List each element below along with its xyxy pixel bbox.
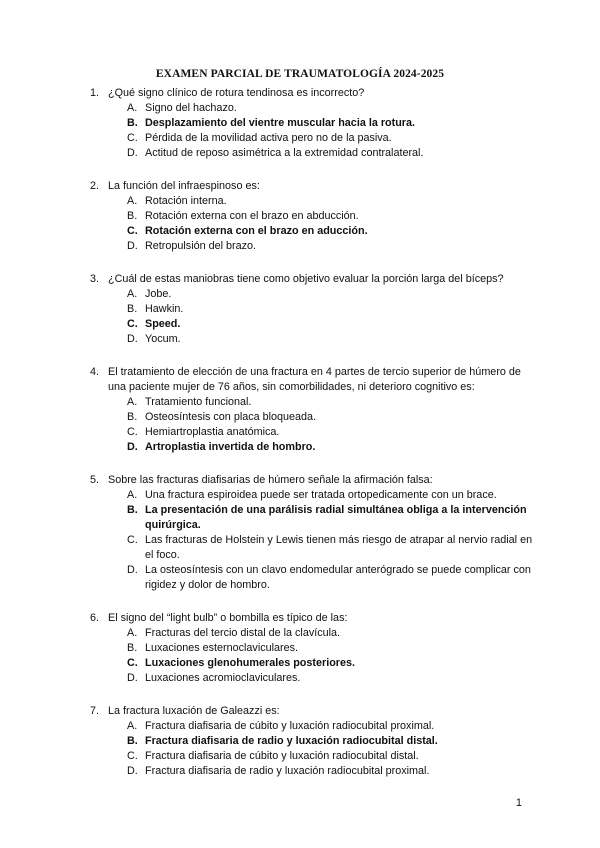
- question-4: [0, 365, 600, 455]
- answer-option: [0, 425, 600, 440]
- answer-option: [0, 146, 600, 161]
- question-text: El tratamiento de elección de una fractura en 4 partes de tercio superior de húmero de una paciente mujer de 76 años, sin comorbilidades, ni deterioro cognitivo es:: [108, 366, 521, 393]
- option-text: Hawkin.: [145, 303, 184, 315]
- question-text: El signo del “light bulb” o bombilla es típico de las:: [108, 612, 348, 624]
- question-number: 4.: [90, 366, 100, 378]
- option-letter: A.: [127, 396, 138, 408]
- option-letter: D.: [127, 240, 138, 252]
- option-letter: B.: [127, 117, 138, 129]
- option-letter: B.: [127, 504, 138, 516]
- question-1: [0, 86, 600, 161]
- option-letter: D.: [127, 765, 138, 777]
- question-text: ¿Qué signo clínico de rotura tendinosa es incorrecto?: [108, 87, 365, 99]
- option-letter: B.: [127, 303, 138, 315]
- option-letter: C.: [127, 750, 138, 762]
- option-text: Rotación interna.: [145, 195, 227, 207]
- option-text: Luxaciones acromioclaviculares.: [145, 672, 301, 684]
- option-letter: C.: [127, 426, 138, 438]
- option-text: Pérdida de la movilidad activa pero no de la pasiva.: [145, 132, 392, 144]
- question-6: [0, 611, 600, 686]
- option-text: Tratamiento funcional.: [145, 396, 252, 408]
- question-text-row: [0, 179, 600, 194]
- answer-option: [0, 209, 600, 224]
- question-number: 1.: [90, 87, 100, 99]
- option-text: Rotación externa con el brazo en aducción.: [145, 225, 368, 237]
- option-letter: B.: [127, 210, 138, 222]
- option-text: La presentación de una parálisis radial simultánea obliga a la intervención quirúrgica.: [145, 504, 527, 531]
- option-text: Hemiartroplastia anatómica.: [145, 426, 280, 438]
- answer-option: [0, 533, 600, 563]
- option-text: Actitud de reposo asimétrica a la extremidad contralateral.: [145, 147, 424, 159]
- question-text: La fractura luxación de Galeazzi es:: [108, 705, 280, 717]
- question-text: Sobre las fracturas diafisarias de húmero señale la afirmación falsa:: [108, 474, 433, 486]
- option-text: Fractura diafisaria de radio y luxación radiocubital distal.: [145, 735, 438, 747]
- option-letter: A.: [127, 489, 138, 501]
- question-number: 6.: [90, 612, 100, 624]
- option-text: Una fractura espiroidea puede ser tratada ortopedicamente con un brace.: [145, 489, 497, 501]
- option-letter: D.: [127, 333, 138, 345]
- question-list: [0, 86, 600, 797]
- answer-option-correct: [0, 503, 600, 533]
- option-text: Jobe.: [145, 288, 172, 300]
- answer-option: [0, 749, 600, 764]
- answer-option: [0, 641, 600, 656]
- question-7: [0, 704, 600, 779]
- option-letter: D.: [127, 441, 138, 453]
- question-number: 7.: [90, 705, 100, 717]
- question-number: 3.: [90, 273, 100, 285]
- option-letter: B.: [127, 642, 138, 654]
- answer-option: [0, 626, 600, 641]
- page-number: 1: [515, 797, 522, 809]
- option-text: Fracturas del tercio distal de la clavícula.: [145, 627, 341, 639]
- answer-option: [0, 671, 600, 686]
- answer-option: [0, 563, 600, 593]
- answer-option: [0, 764, 600, 779]
- option-text: La osteosíntesis con un clavo endomedular anterógrado se puede complicar con rigidez y dolor de hombro.: [145, 564, 531, 591]
- option-letter: C.: [127, 132, 138, 144]
- option-text: Desplazamiento del vientre muscular hacia la rotura.: [145, 117, 416, 129]
- option-letter: C.: [127, 534, 138, 546]
- answer-option: [0, 488, 600, 503]
- answer-option: [0, 131, 600, 146]
- answer-option-correct: [0, 116, 600, 131]
- question-text-row: [0, 272, 600, 287]
- question-text-row: [0, 86, 600, 101]
- answer-option-correct: [0, 224, 600, 239]
- option-text: Osteosíntesis con placa bloqueada.: [145, 411, 317, 423]
- question-3: [0, 272, 600, 347]
- option-text: Luxaciones esternoclaviculares.: [145, 642, 299, 654]
- option-text: Speed.: [145, 318, 181, 330]
- answer-option: [0, 302, 600, 317]
- question-text-row: [0, 365, 600, 395]
- question-text: ¿Cuál de estas maniobras tiene como objetivo evaluar la porción larga del bíceps?: [108, 273, 504, 285]
- question-number: 5.: [90, 474, 100, 486]
- answer-option-correct: [0, 656, 600, 671]
- option-letter: A.: [127, 720, 138, 732]
- option-letter: C.: [127, 318, 138, 330]
- option-text: Fractura diafisaria de cúbito y luxación radiocubital distal.: [145, 750, 419, 762]
- answer-option: [0, 194, 600, 209]
- option-letter: D.: [127, 147, 138, 159]
- option-text: Fractura diafisaria de radio y luxación radiocubital proximal.: [145, 765, 430, 777]
- question-text-row: [0, 704, 600, 719]
- option-letter: A.: [127, 288, 138, 300]
- option-text: Yocum.: [145, 333, 181, 345]
- option-letter: A.: [127, 195, 138, 207]
- option-letter: A.: [127, 102, 138, 114]
- answer-option: [0, 719, 600, 734]
- answer-option: [0, 410, 600, 425]
- option-text: Las fracturas de Holstein y Lewis tienen más riesgo de atrapar al nervio radial en el foco.: [145, 534, 533, 561]
- question-2: [0, 179, 600, 254]
- option-letter: D.: [127, 672, 138, 684]
- question-text: La función del infraespinoso es:: [108, 180, 260, 192]
- exam-title: EXAMEN PARCIAL DE TRAUMATOLOGÍA 2024-2025: [155, 68, 445, 80]
- option-letter: B.: [127, 411, 138, 423]
- option-text: Fractura diafisaria de cúbito y luxación radiocubital proximal.: [145, 720, 435, 732]
- answer-option: [0, 101, 600, 116]
- option-letter: C.: [127, 225, 138, 237]
- option-text: Retropulsión del brazo.: [145, 240, 257, 252]
- answer-option: [0, 239, 600, 254]
- answer-option: [0, 395, 600, 410]
- option-letter: A.: [127, 627, 138, 639]
- option-letter: D.: [127, 564, 138, 576]
- option-text: Signo del hachazo.: [145, 102, 237, 114]
- option-text: Luxaciones glenohumerales posteriores.: [145, 657, 356, 669]
- answer-option-correct: [0, 317, 600, 332]
- answer-option-correct: [0, 734, 600, 749]
- question-text-row: [0, 473, 600, 488]
- option-letter: C.: [127, 657, 138, 669]
- option-text: Artroplastia invertida de hombro.: [145, 441, 316, 453]
- answer-option: [0, 287, 600, 302]
- question-number: 2.: [90, 180, 100, 192]
- question-text-row: [0, 611, 600, 626]
- answer-option: [0, 332, 600, 347]
- answer-option-correct: [0, 440, 600, 455]
- option-text: Rotación externa con el brazo en abducción.: [145, 210, 359, 222]
- option-letter: B.: [127, 735, 138, 747]
- question-5: [0, 473, 600, 593]
